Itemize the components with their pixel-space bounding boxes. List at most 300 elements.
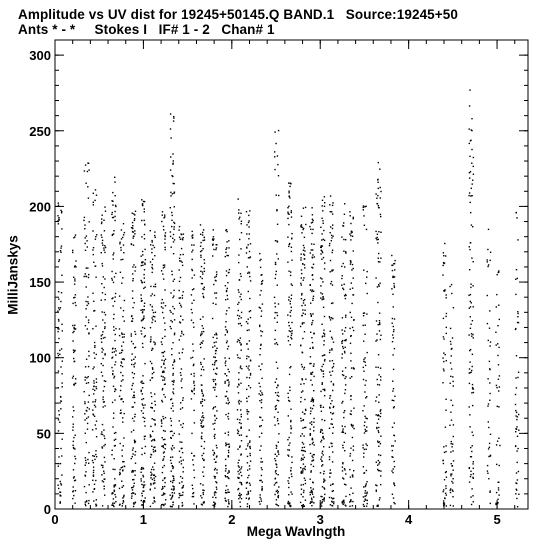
data-point (498, 487, 499, 488)
data-point (345, 505, 346, 506)
data-point (104, 287, 105, 288)
data-point (150, 436, 151, 437)
data-point (192, 237, 193, 238)
data-point (445, 493, 446, 494)
data-point (141, 493, 142, 494)
data-point (172, 163, 173, 164)
data-point (278, 258, 279, 259)
data-point (163, 418, 164, 419)
data-point (154, 401, 155, 402)
data-point (141, 333, 142, 334)
data-point (94, 489, 95, 490)
data-point (496, 492, 497, 493)
data-point (300, 418, 301, 419)
data-point (278, 195, 279, 196)
data-point (301, 284, 302, 285)
data-point (312, 482, 313, 483)
data-point (329, 398, 330, 399)
data-point (113, 506, 114, 507)
data-point (114, 445, 115, 446)
data-point (516, 217, 517, 218)
data-point (171, 212, 172, 213)
data-point (59, 491, 60, 492)
data-point (365, 362, 366, 363)
data-point (86, 383, 87, 384)
data-point (105, 211, 106, 212)
data-point (291, 238, 292, 239)
data-point (122, 487, 123, 488)
data-point (312, 300, 313, 301)
data-point (183, 233, 184, 234)
data-point (226, 255, 227, 256)
data-point (104, 337, 105, 338)
data-point (351, 317, 352, 318)
data-point (87, 407, 88, 408)
data-point (352, 294, 353, 295)
data-point (322, 499, 323, 500)
data-point (144, 264, 145, 265)
data-point (62, 330, 63, 331)
data-point (173, 489, 174, 490)
data-point (499, 465, 500, 466)
data-point (60, 501, 61, 502)
data-point (350, 235, 351, 236)
data-point (249, 446, 250, 447)
data-point (240, 323, 241, 324)
data-point (114, 388, 115, 389)
data-point (380, 197, 381, 198)
data-point (278, 442, 279, 443)
data-point (227, 473, 228, 474)
data-point (171, 247, 172, 248)
data-point (304, 237, 305, 238)
data-point (363, 504, 364, 505)
data-point (329, 350, 330, 351)
data-point (95, 480, 96, 481)
data-point (291, 260, 292, 261)
data-point (122, 337, 123, 338)
data-point (277, 492, 278, 493)
data-point (312, 313, 313, 314)
data-point (180, 322, 181, 323)
data-point (74, 361, 75, 362)
data-point (364, 432, 365, 433)
data-point (303, 419, 304, 420)
data-point (214, 469, 215, 470)
data-point (133, 485, 134, 486)
data-point (288, 191, 289, 192)
data-point (277, 368, 278, 369)
data-point (104, 478, 105, 479)
data-point (498, 482, 499, 483)
data-point (170, 207, 171, 208)
data-point (141, 220, 142, 221)
data-point (161, 270, 162, 271)
data-point (104, 353, 105, 354)
data-point (377, 242, 378, 243)
data-point (144, 328, 145, 329)
data-point (150, 361, 151, 362)
data-point (151, 317, 152, 318)
data-point (302, 454, 303, 455)
data-point (214, 494, 215, 495)
data-point (312, 254, 313, 255)
data-point (329, 476, 330, 477)
data-point (153, 316, 154, 317)
data-point (452, 465, 453, 466)
data-point (313, 454, 314, 455)
data-point (275, 409, 276, 410)
data-point (155, 451, 156, 452)
data-point (469, 172, 470, 173)
data-point (304, 367, 305, 368)
data-point (120, 410, 121, 411)
data-point (310, 471, 311, 472)
data-point (113, 486, 114, 487)
data-point (331, 446, 332, 447)
data-point (379, 330, 380, 331)
data-point (312, 275, 313, 276)
data-point (60, 252, 61, 253)
data-point (141, 467, 142, 468)
data-point (320, 504, 321, 505)
data-point (274, 458, 275, 459)
data-point (342, 288, 343, 289)
data-point (392, 294, 393, 295)
data-point (203, 476, 204, 477)
data-point (276, 445, 277, 446)
data-point (311, 505, 312, 506)
data-point (162, 467, 163, 468)
data-point (120, 413, 121, 414)
data-point (152, 439, 153, 440)
data-point (132, 318, 133, 319)
data-point (363, 209, 364, 210)
data-point (144, 484, 145, 485)
data-point (59, 259, 60, 260)
data-point (274, 424, 275, 425)
data-point (112, 279, 113, 280)
data-point (322, 296, 323, 297)
data-point (365, 443, 366, 444)
data-point (132, 353, 133, 354)
data-point (73, 486, 74, 487)
data-point (241, 350, 242, 351)
data-point (301, 420, 302, 421)
data-point (101, 300, 102, 301)
data-point (310, 303, 311, 304)
data-point (173, 120, 174, 121)
data-point (378, 446, 379, 447)
data-point (142, 343, 143, 344)
data-point (380, 376, 381, 377)
data-point (142, 347, 143, 348)
data-point (104, 278, 105, 279)
data-point (173, 362, 174, 363)
data-point (342, 477, 343, 478)
data-point (287, 314, 288, 315)
data-point (89, 221, 90, 222)
data-point (92, 328, 93, 329)
data-point (215, 420, 216, 421)
data-point (443, 370, 444, 371)
data-point (394, 435, 395, 436)
data-point (112, 503, 113, 504)
data-point (104, 488, 105, 489)
data-point (202, 489, 203, 490)
data-point (350, 262, 351, 263)
data-point (363, 473, 364, 474)
data-point (443, 504, 444, 505)
data-point (278, 454, 279, 455)
data-point (350, 476, 351, 477)
data-point (323, 371, 324, 372)
data-point (132, 449, 133, 450)
data-point (259, 503, 260, 504)
data-point (141, 265, 142, 266)
data-point (124, 232, 125, 233)
data-point (278, 505, 279, 506)
data-point (61, 211, 62, 212)
data-point (301, 505, 302, 506)
data-point (174, 319, 175, 320)
data-point (59, 422, 60, 423)
data-point (59, 354, 60, 355)
data-point (303, 490, 304, 491)
chart-title-line2: Ants * - * Stokes I IF# 1 - 2 Chan# 1 (18, 22, 275, 37)
data-point (201, 384, 202, 385)
data-point (162, 480, 163, 481)
y-tick-label: 250 (29, 123, 51, 139)
data-point (248, 396, 249, 397)
data-point (213, 381, 214, 382)
data-point (226, 270, 227, 271)
data-point (212, 318, 213, 319)
data-point (497, 499, 498, 500)
data-point (204, 287, 205, 288)
data-point (170, 431, 171, 432)
y-axis-label: MilliJanskys (5, 235, 21, 315)
data-point (259, 260, 260, 261)
data-point (85, 273, 86, 274)
data-point (333, 503, 334, 504)
data-point (150, 261, 151, 262)
data-point (289, 477, 290, 478)
data-point (120, 443, 121, 444)
data-point (111, 505, 112, 506)
data-point (443, 463, 444, 464)
data-point (246, 356, 247, 357)
data-point (121, 481, 122, 482)
data-point (96, 195, 97, 196)
data-point (94, 342, 95, 343)
data-point (289, 244, 290, 245)
data-point (489, 369, 490, 370)
data-point (172, 215, 173, 216)
data-point (93, 204, 94, 205)
data-point (192, 459, 193, 460)
data-point (517, 479, 518, 480)
data-point (183, 334, 184, 335)
data-point (155, 342, 156, 343)
data-point (122, 375, 123, 376)
data-point (445, 410, 446, 411)
data-point (488, 448, 489, 449)
data-point (288, 445, 289, 446)
data-point (87, 423, 88, 424)
data-point (345, 251, 346, 252)
data-point (101, 363, 102, 364)
data-point (142, 309, 143, 310)
data-point (250, 256, 251, 257)
data-point (85, 465, 86, 466)
data-point (113, 418, 114, 419)
data-point (365, 429, 366, 430)
data-point (394, 485, 395, 486)
data-point (322, 299, 323, 300)
data-point (515, 410, 516, 411)
data-point (113, 377, 114, 378)
data-point (173, 193, 174, 194)
data-point (142, 475, 143, 476)
data-point (246, 498, 247, 499)
data-point (329, 428, 330, 429)
data-point (227, 330, 228, 331)
data-point (226, 485, 227, 486)
data-point (277, 452, 278, 453)
data-point (366, 229, 367, 230)
data-point (101, 335, 102, 336)
data-point (191, 320, 192, 321)
data-point (162, 488, 163, 489)
data-point (378, 442, 379, 443)
data-point (141, 469, 142, 470)
data-point (352, 493, 353, 494)
data-point (304, 250, 305, 251)
data-point (134, 483, 135, 484)
data-point (393, 326, 394, 327)
data-point (301, 489, 302, 490)
data-point (305, 451, 306, 452)
data-point (229, 402, 230, 403)
data-point (95, 236, 96, 237)
data-point (515, 377, 516, 378)
data-point (93, 366, 94, 367)
data-point (275, 330, 276, 331)
data-point (179, 290, 180, 291)
data-point (228, 455, 229, 456)
data-point (489, 310, 490, 311)
data-point (311, 233, 312, 234)
data-point (332, 302, 333, 303)
data-point (488, 229, 489, 230)
data-point (132, 273, 133, 274)
data-point (193, 492, 194, 493)
data-point (313, 418, 314, 419)
data-point (332, 202, 333, 203)
data-point (353, 446, 354, 447)
data-point (498, 489, 499, 490)
data-point (201, 391, 202, 392)
data-point (261, 425, 262, 426)
data-point (144, 363, 145, 364)
data-point (141, 484, 142, 485)
data-point (144, 220, 145, 221)
data-point (261, 469, 262, 470)
data-point (322, 384, 323, 385)
data-point (470, 140, 471, 141)
data-point (290, 491, 291, 492)
data-point (366, 426, 367, 427)
data-point (132, 489, 133, 490)
data-point (305, 409, 306, 410)
data-point (73, 477, 74, 478)
data-point (241, 368, 242, 369)
data-point (516, 387, 517, 388)
data-point (345, 367, 346, 368)
data-point (450, 505, 451, 506)
data-point (191, 309, 192, 310)
data-point (161, 306, 162, 307)
data-point (487, 378, 488, 379)
data-point (144, 404, 145, 405)
data-point (249, 468, 250, 469)
data-point (154, 439, 155, 440)
data-point (181, 448, 182, 449)
data-point (238, 465, 239, 466)
data-point (134, 363, 135, 364)
data-point (324, 262, 325, 263)
data-point (72, 303, 73, 304)
data-point (114, 216, 115, 217)
data-point (352, 505, 353, 506)
data-point (132, 213, 133, 214)
data-point (291, 251, 292, 252)
data-point (394, 276, 395, 277)
data-point (363, 486, 364, 487)
data-point (162, 401, 163, 402)
data-point (497, 502, 498, 503)
data-point (163, 356, 164, 357)
data-point (330, 283, 331, 284)
data-point (310, 348, 311, 349)
data-point (214, 477, 215, 478)
data-point (487, 470, 488, 471)
data-point (276, 387, 277, 388)
data-point (312, 249, 313, 250)
data-point (192, 270, 193, 271)
data-point (227, 348, 228, 349)
data-point (150, 475, 151, 476)
data-point (228, 307, 229, 308)
data-point (182, 352, 183, 353)
data-point (453, 505, 454, 506)
data-point (342, 401, 343, 402)
data-point (517, 311, 518, 312)
data-point (353, 217, 354, 218)
data-point (203, 425, 204, 426)
data-point (172, 492, 173, 493)
data-point (377, 195, 378, 196)
data-point (442, 265, 443, 266)
data-point (345, 389, 346, 390)
data-point (342, 501, 343, 502)
data-point (152, 503, 153, 504)
data-point (312, 320, 313, 321)
data-point (60, 448, 61, 449)
data-point (496, 344, 497, 345)
data-point (115, 273, 116, 274)
